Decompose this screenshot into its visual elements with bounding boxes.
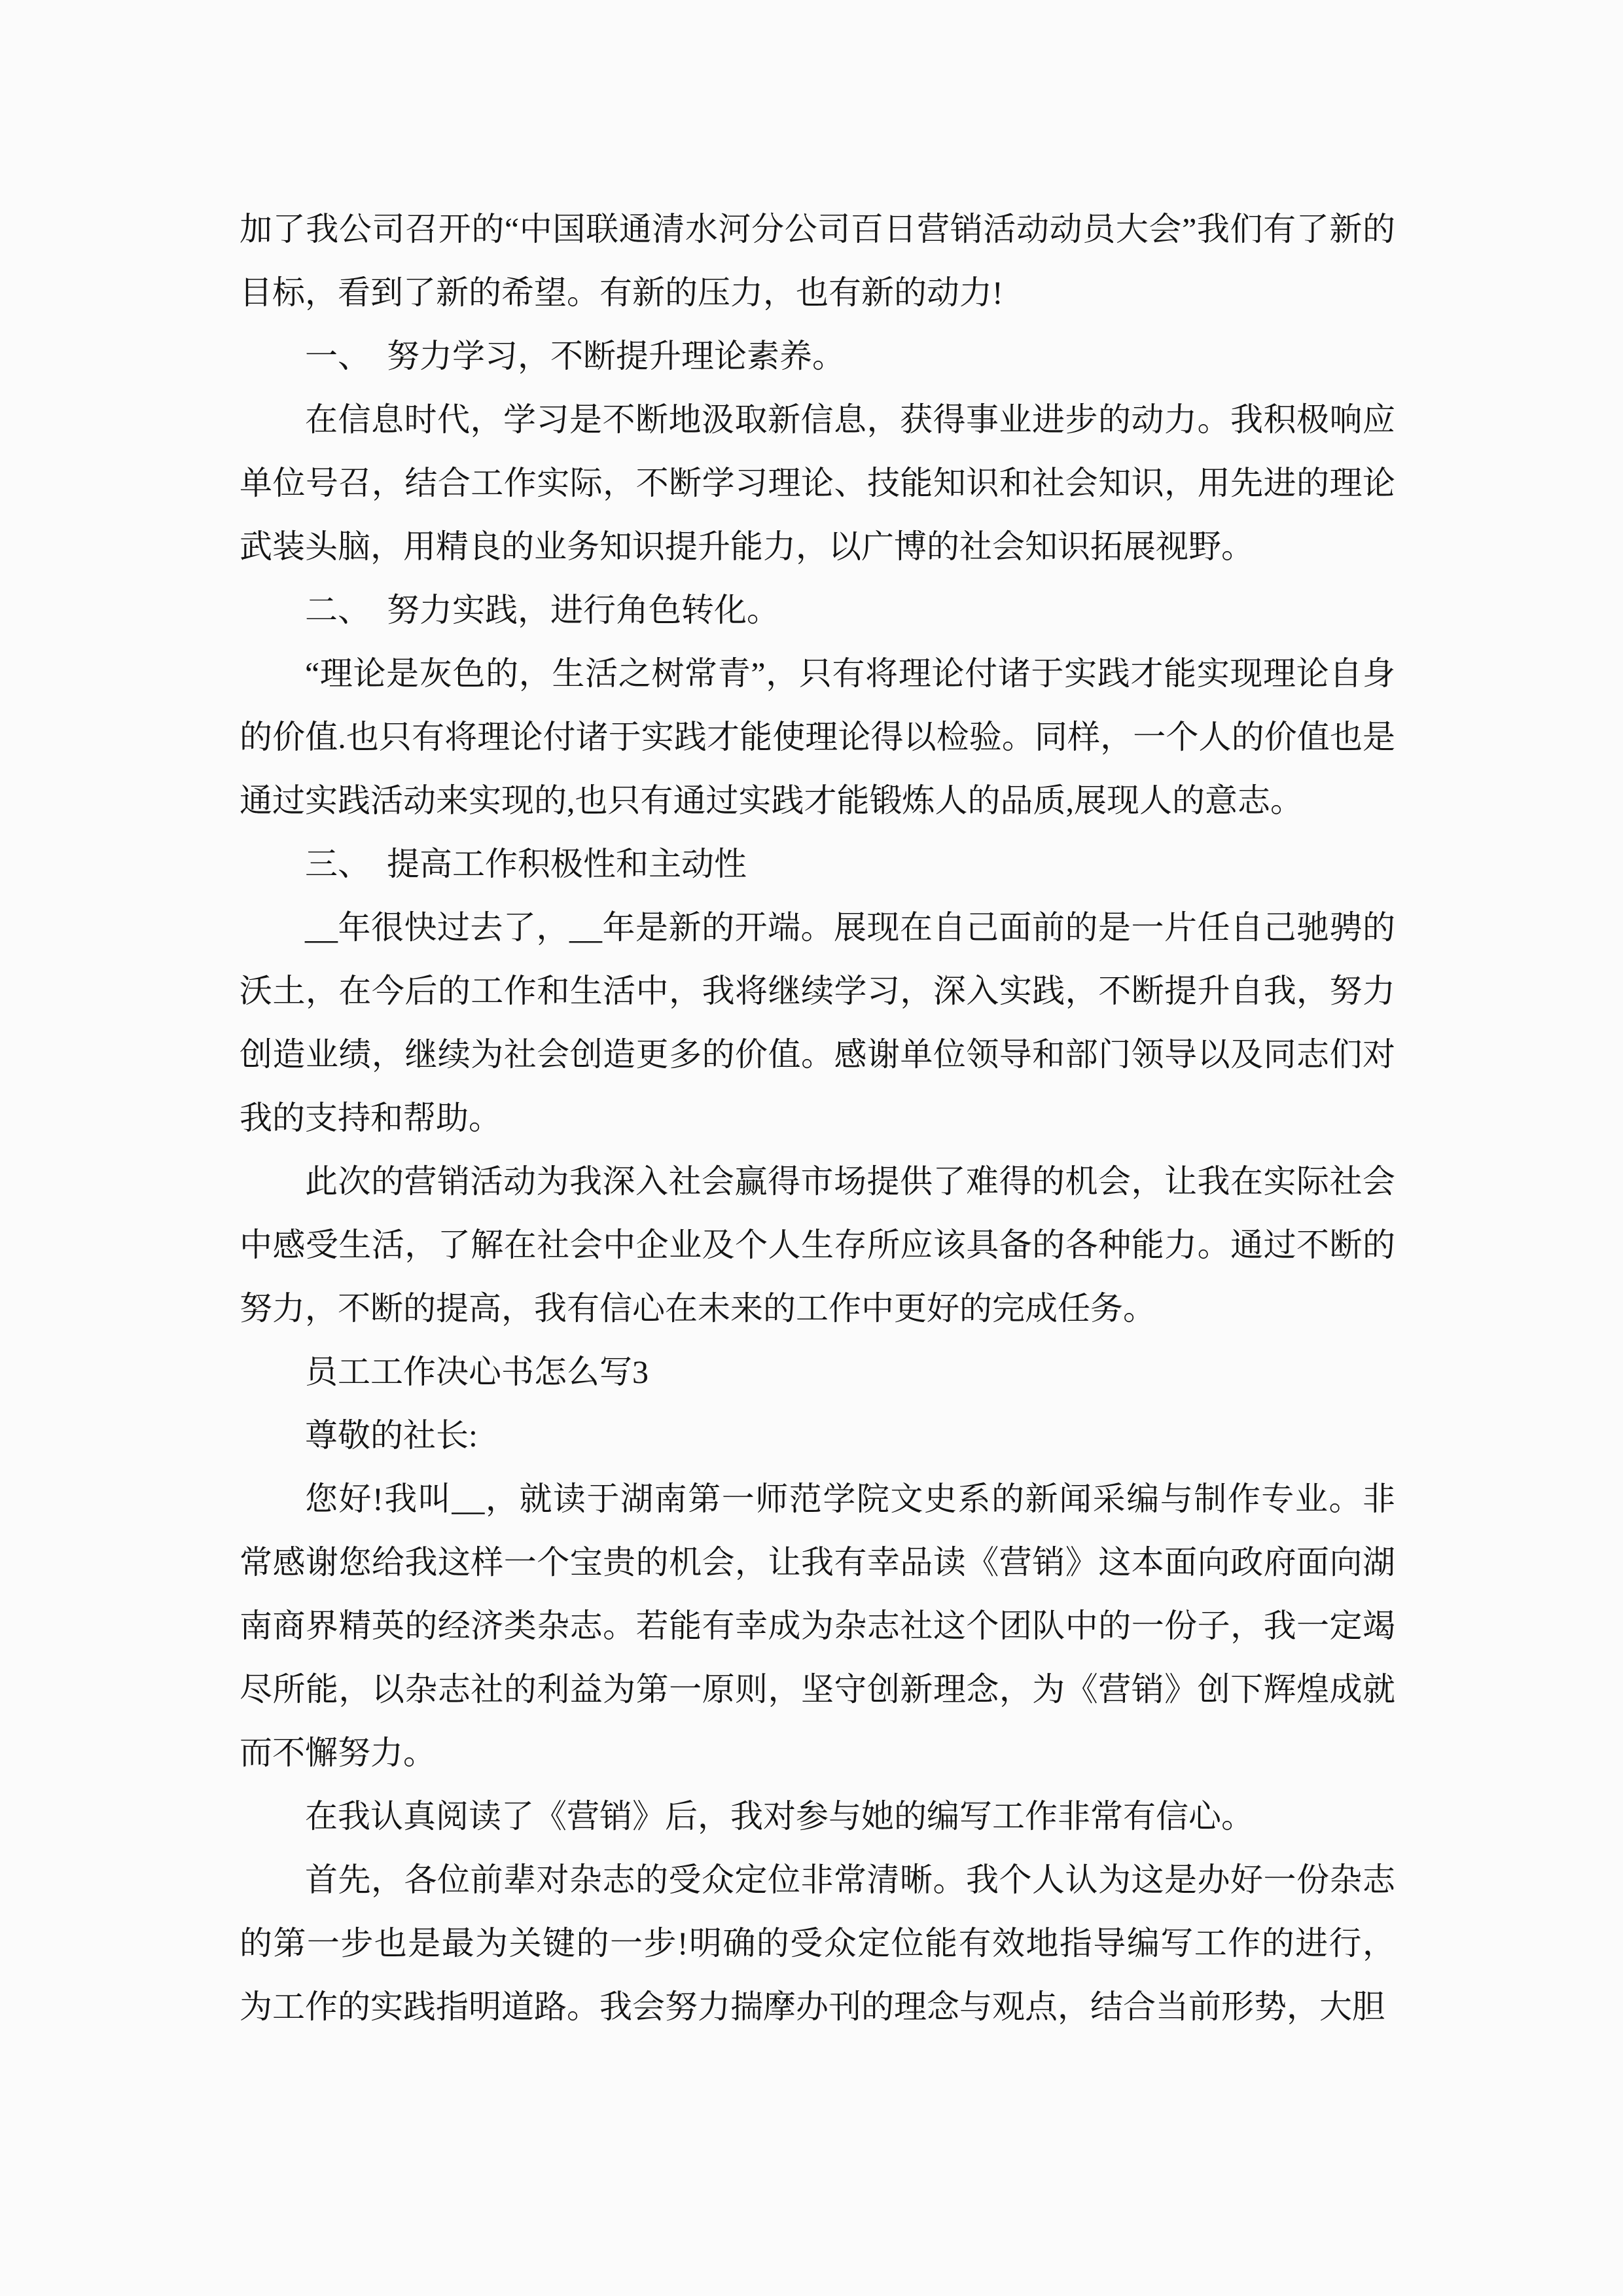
paragraph: 二、 努力实践，进行角色转化。: [305, 592, 779, 628]
paragraph: 一、 努力学习，不断提升理论素养。: [305, 338, 845, 374]
paragraph: “理论是灰色的，生活之树常青”，只有将理论付诸于实践才能实现理论自身的价值.也只有将理论付诸于实践才能使理论得以检验。同样，一个人的价值也是通过实践活动来实现的,也只有通过实践才能锻炼人的品质,展现人的意志。: [240, 655, 1395, 819]
paragraph: __年很快过去了，__年是新的开端。展现在自己面前的是一片任自己驰骋的沃土，在今后的工作和生活中，我将继续学习，深入实践，不断提升自我，努力创造业绩，继续为社会创造更多的价值。感谢单位领导和部门领导以及同志们对我的支持和帮助。: [240, 909, 1395, 1136]
paragraph: 首先，各位前辈对杂志的受众定位非常清晰。我个人认为这是办好一份杂志的第一步也是最为关键的一步!明确的受众定位能有效地指导编写工作的进行，为工作的实践指明道路。我会努力揣摩办刊的理念与观点，结合当前形势，大胆: [240, 1861, 1395, 2025]
paragraph: 尊敬的社长:: [305, 1417, 478, 1454]
paragraph: 在我认真阅读了《营销》后，我对参与她的编写工作非常有信心。: [305, 1798, 1254, 1835]
paragraph: 您好!我叫__，就读于湖南第一师范学院文史系的新闻采编与制作专业。非常感谢您给我这样一个宝贵的机会，让我有幸品读《营销》这本面向政府面向湖南商界精英的经济类杂志。若能有幸成为杂志社这个团队中的一份子，我一定竭尽所能，以杂志社的利益为第一原则，坚守创新理念，为《营销》创下辉煌成就而不懈努力。: [240, 1480, 1395, 1771]
document-body: [240, 198, 1395, 2039]
paragraph: 此次的营销活动为我深入社会赢得市场提供了难得的机会，让我在实际社会中感受生活，了解在社会中企业及个人生存所应该具备的各种能力。通过不断的努力，不断的提高，我有信心在未来的工作中更好的完成任务。: [240, 1163, 1395, 1327]
paragraph: 在信息时代，学习是不断地汲取新信息，获得事业进步的动力。我积极响应单位号召，结合工作实际，不断学习理论、技能知识和社会知识，用先进的理论武装头脑，用精良的业务知识提升能力，以广博的社会知识拓展视野。: [240, 401, 1395, 565]
paragraph: 加了我公司召开的“中国联通清水河分公司百日营销活动动员大会”我们有了新的目标，看到了新的希望。有新的压力，也有新的动力!: [240, 211, 1395, 311]
paragraph: 员工工作决心书怎么写3: [305, 1354, 649, 1390]
paragraph: 三、 提高工作积极性和主动性: [305, 846, 747, 882]
